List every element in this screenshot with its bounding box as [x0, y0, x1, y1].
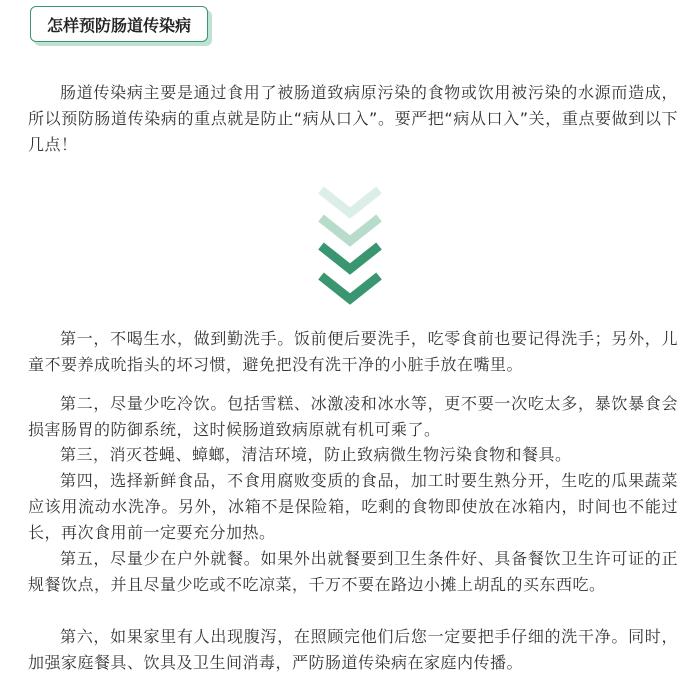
- point-1-paragraph: 第一，不喝生水，做到勤洗手。饭前便后要洗手，吃零食前也要记得洗手；另外，儿童不要养成吮指头的坏习惯，避免把没有洗干净的小脏手放在嘴里。: [28, 329, 678, 374]
- chevron-2: [321, 218, 379, 241]
- point-3-paragraph: 第三，消灭苍蝇、蟑螂，清洁环境，防止致病微生物污染食物和餐具。: [60, 445, 572, 464]
- chevron-3: [321, 246, 379, 269]
- chevron-1: [321, 190, 379, 213]
- intro-paragraph: 肠道传染病主要是通过食用了被肠道致病原污染的食物或饮用被污染的水源而造成，所以预防肠道传染病的重点就是防止“病从口入”。要严把“病从口入”关，重点要做到以下几点！: [28, 83, 678, 154]
- point-6-paragraph: 第六，如果家里有人出现腹泻，在照顾完他们后您一定要把手仔细的洗干净。同时，加强家庭餐具、饮具及卫生间消毒，严防肠道传染病在家庭内传播。: [28, 627, 678, 672]
- section-title: [30, 6, 208, 42]
- section-title-text: 怎样预防肠道传染病: [47, 15, 192, 35]
- chevron-down-icon: [315, 186, 385, 306]
- point-4-paragraph: 第四，选择新鲜食品，不食用腐败变质的食品，加工时要生熟分开，生吃的瓜果蔬菜应该用流动水洗净。另外，冰箱不是保险箱，吃剩的食物即使放在冰箱内，时间也不能过长，再次食用前一定要充分加热。: [28, 471, 678, 542]
- chevron-4: [321, 276, 379, 299]
- point-2-paragraph: 第二，尽量少吃冷饮。包括雪糕、冰激凌和冰水等，更不要一次吃太多，暴饮暴食会损害肠胃的防御系统，这时候肠道致病原就有机可乘了。: [28, 394, 678, 439]
- point-5-paragraph: 第五，尽量少在户外就餐。如果外出就餐要到卫生条件好、具备餐饮卫生许可证的正规餐饮点，并且尽量少吃或不吃凉菜，千万不要在路边小摊上胡乱的买东西吃。: [28, 549, 678, 594]
